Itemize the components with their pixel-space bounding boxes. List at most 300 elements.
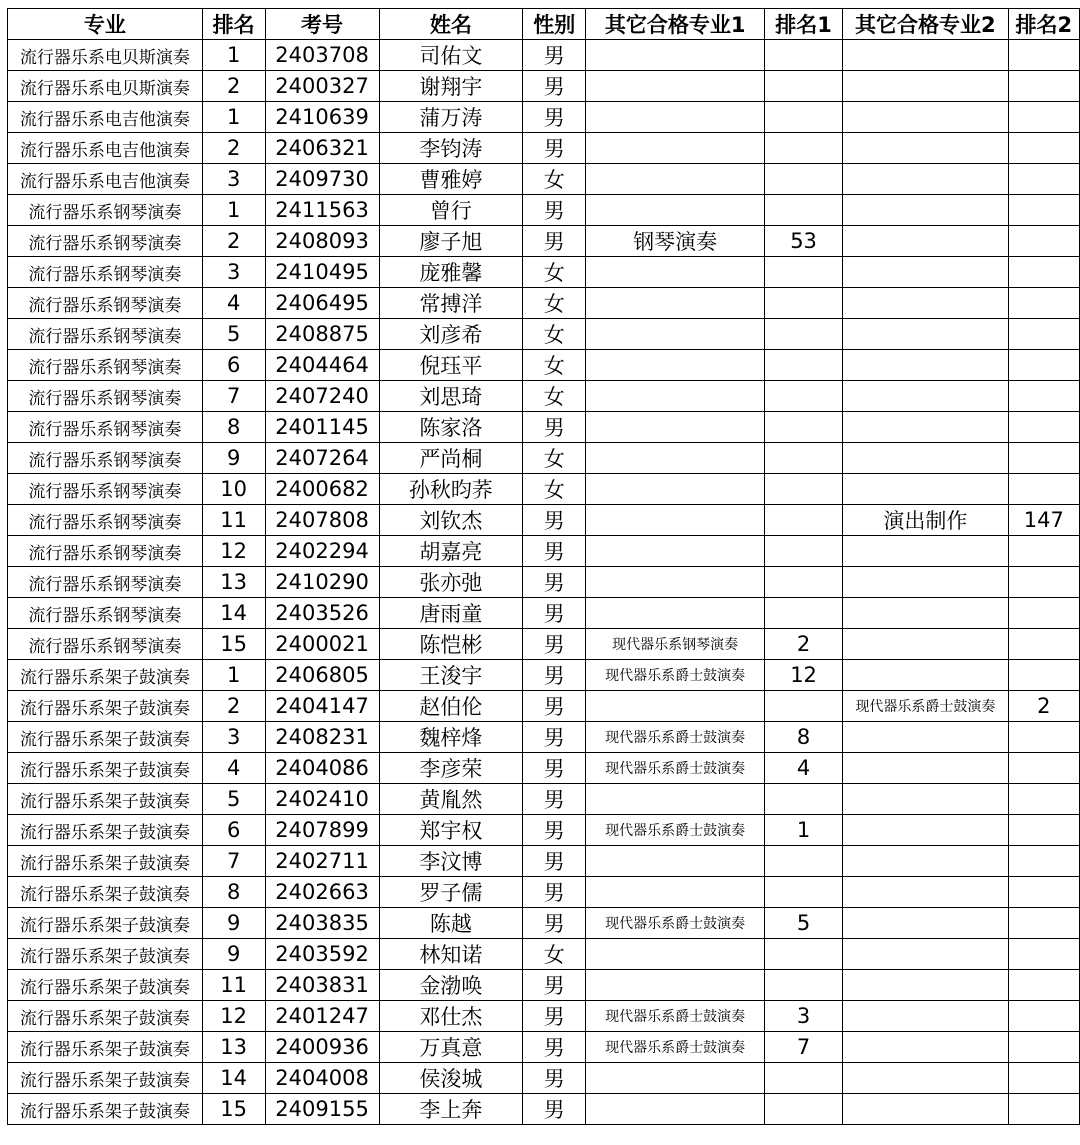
- exam-number-cell: 2402294: [265, 536, 379, 567]
- rank-cell: 2: [202, 226, 265, 257]
- major-cell: 流行器乐系钢琴演奏: [8, 319, 203, 350]
- exam-number-cell: 2407240: [265, 381, 379, 412]
- rank-2-cell: [1008, 970, 1079, 1001]
- name-cell: 刘彦希: [379, 319, 523, 350]
- header-rank-1: 排名1: [765, 9, 843, 40]
- rank-cell: 14: [202, 598, 265, 629]
- name-cell: 林知诺: [379, 939, 523, 970]
- other-major-2-cell: [843, 474, 1009, 505]
- other-major-1-cell: [586, 195, 765, 226]
- major-cell: 流行器乐系架子鼓演奏: [8, 1032, 203, 1063]
- major-cell: 流行器乐系架子鼓演奏: [8, 660, 203, 691]
- rank-2-cell: [1008, 908, 1079, 939]
- rank-2-cell: [1008, 71, 1079, 102]
- gender-cell: 男: [523, 970, 586, 1001]
- other-major-2-cell: [843, 536, 1009, 567]
- rank-cell: 4: [202, 753, 265, 784]
- gender-cell: 女: [523, 443, 586, 474]
- rank-2-cell: [1008, 1094, 1079, 1125]
- major-cell: 流行器乐系钢琴演奏: [8, 412, 203, 443]
- other-major-2-cell: [843, 970, 1009, 1001]
- exam-number-cell: 2404147: [265, 691, 379, 722]
- name-cell: 常搏洋: [379, 288, 523, 319]
- exam-number-cell: 2403592: [265, 939, 379, 970]
- name-cell: 严尚桐: [379, 443, 523, 474]
- rank-1-cell: [765, 40, 843, 71]
- gender-cell: 男: [523, 1032, 586, 1063]
- rank-cell: 13: [202, 567, 265, 598]
- rank-1-cell: [765, 877, 843, 908]
- other-major-2-cell: [843, 753, 1009, 784]
- rank-cell: 1: [202, 195, 265, 226]
- name-cell: 廖子旭: [379, 226, 523, 257]
- name-cell: 陈家洛: [379, 412, 523, 443]
- major-cell: 流行器乐系钢琴演奏: [8, 536, 203, 567]
- name-cell: 唐雨童: [379, 598, 523, 629]
- table-row: [8, 474, 1080, 505]
- exam-number-cell: 2407899: [265, 815, 379, 846]
- table-row: [8, 71, 1080, 102]
- table-row: [8, 102, 1080, 133]
- table-row: [8, 40, 1080, 71]
- exam-number-cell: 2409155: [265, 1094, 379, 1125]
- rank-1-cell: 7: [765, 1032, 843, 1063]
- table-row: [8, 288, 1080, 319]
- rank-1-cell: [765, 1094, 843, 1125]
- rank-cell: 12: [202, 1001, 265, 1032]
- name-cell: 万真意: [379, 1032, 523, 1063]
- other-major-2-cell: [843, 257, 1009, 288]
- rank-2-cell: [1008, 722, 1079, 753]
- header-row: [8, 9, 1080, 40]
- major-cell: 流行器乐系架子鼓演奏: [8, 722, 203, 753]
- other-major-1-cell: 现代器乐系爵士鼓演奏: [586, 1001, 765, 1032]
- table-row: [8, 412, 1080, 443]
- other-major-1-cell: 现代器乐系爵士鼓演奏: [586, 660, 765, 691]
- other-major-1-cell: [586, 1063, 765, 1094]
- rank-cell: 2: [202, 133, 265, 164]
- rank-cell: 9: [202, 443, 265, 474]
- table-row: [8, 567, 1080, 598]
- other-major-1-cell: 现代器乐系爵士鼓演奏: [586, 722, 765, 753]
- exam-number-cell: 2400327: [265, 71, 379, 102]
- other-major-2-cell: [843, 1001, 1009, 1032]
- rank-1-cell: [765, 691, 843, 722]
- name-cell: 赵伯伦: [379, 691, 523, 722]
- rank-cell: 8: [202, 877, 265, 908]
- gender-cell: 男: [523, 102, 586, 133]
- rank-cell: 2: [202, 71, 265, 102]
- rank-1-cell: [765, 1063, 843, 1094]
- gender-cell: 男: [523, 536, 586, 567]
- other-major-1-cell: [586, 40, 765, 71]
- rank-cell: 13: [202, 1032, 265, 1063]
- other-major-2-cell: [843, 846, 1009, 877]
- major-cell: 流行器乐系钢琴演奏: [8, 443, 203, 474]
- rank-1-cell: [765, 164, 843, 195]
- gender-cell: 男: [523, 505, 586, 536]
- major-cell: 流行器乐系钢琴演奏: [8, 350, 203, 381]
- table-row: [8, 846, 1080, 877]
- other-major-2-cell: [843, 102, 1009, 133]
- gender-cell: 男: [523, 877, 586, 908]
- name-cell: 谢翔宇: [379, 71, 523, 102]
- table-row: [8, 1063, 1080, 1094]
- rank-cell: 7: [202, 846, 265, 877]
- other-major-1-cell: 现代器乐系爵士鼓演奏: [586, 753, 765, 784]
- major-cell: 流行器乐系架子鼓演奏: [8, 815, 203, 846]
- rank-1-cell: 3: [765, 1001, 843, 1032]
- table-row: [8, 722, 1080, 753]
- major-cell: 流行器乐系架子鼓演奏: [8, 939, 203, 970]
- rank-cell: 15: [202, 1094, 265, 1125]
- rank-1-cell: [765, 846, 843, 877]
- exam-number-cell: 2408093: [265, 226, 379, 257]
- rank-2-cell: [1008, 598, 1079, 629]
- other-major-2-cell: [843, 226, 1009, 257]
- table-row: [8, 784, 1080, 815]
- name-cell: 刘思琦: [379, 381, 523, 412]
- other-major-1-cell: [586, 350, 765, 381]
- gender-cell: 女: [523, 939, 586, 970]
- other-major-1-cell: [586, 133, 765, 164]
- gender-cell: 男: [523, 691, 586, 722]
- major-cell: 流行器乐系钢琴演奏: [8, 257, 203, 288]
- gender-cell: 男: [523, 753, 586, 784]
- other-major-2-cell: [843, 412, 1009, 443]
- table-row: [8, 1032, 1080, 1063]
- rank-cell: 6: [202, 350, 265, 381]
- rank-1-cell: 4: [765, 753, 843, 784]
- rank-2-cell: [1008, 660, 1079, 691]
- table-row: [8, 257, 1080, 288]
- name-cell: 庞雅馨: [379, 257, 523, 288]
- exam-number-cell: 2402711: [265, 846, 379, 877]
- name-cell: 魏梓烽: [379, 722, 523, 753]
- name-cell: 蒲万涛: [379, 102, 523, 133]
- exam-number-cell: 2410290: [265, 567, 379, 598]
- rank-2-cell: [1008, 536, 1079, 567]
- gender-cell: 男: [523, 412, 586, 443]
- name-cell: 邓仕杰: [379, 1001, 523, 1032]
- rank-2-cell: [1008, 443, 1079, 474]
- rank-1-cell: [765, 939, 843, 970]
- name-cell: 陈恺彬: [379, 629, 523, 660]
- other-major-2-cell: [843, 71, 1009, 102]
- header-major: 专业: [8, 9, 203, 40]
- table-row: [8, 505, 1080, 536]
- gender-cell: 男: [523, 567, 586, 598]
- rank-2-cell: [1008, 133, 1079, 164]
- exam-number-cell: 2400682: [265, 474, 379, 505]
- gender-cell: 男: [523, 598, 586, 629]
- rank-2-cell: [1008, 567, 1079, 598]
- rank-1-cell: 53: [765, 226, 843, 257]
- rank-1-cell: [765, 71, 843, 102]
- major-cell: 流行器乐系电贝斯演奏: [8, 40, 203, 71]
- other-major-2-cell: [843, 722, 1009, 753]
- exam-number-cell: 2406321: [265, 133, 379, 164]
- rank-cell: 10: [202, 474, 265, 505]
- gender-cell: 男: [523, 722, 586, 753]
- rank-1-cell: 5: [765, 908, 843, 939]
- other-major-1-cell: 现代器乐系爵士鼓演奏: [586, 1032, 765, 1063]
- rank-1-cell: [765, 381, 843, 412]
- major-cell: 流行器乐系架子鼓演奏: [8, 784, 203, 815]
- rank-1-cell: [765, 505, 843, 536]
- rank-2-cell: [1008, 1032, 1079, 1063]
- gender-cell: 女: [523, 164, 586, 195]
- other-major-2-cell: [843, 319, 1009, 350]
- rank-1-cell: [765, 102, 843, 133]
- table-row: [8, 660, 1080, 691]
- rank-1-cell: [765, 970, 843, 1001]
- other-major-1-cell: [586, 877, 765, 908]
- rank-cell: 5: [202, 784, 265, 815]
- header-other-major-1: 其它合格专业1: [586, 9, 765, 40]
- other-major-1-cell: [586, 319, 765, 350]
- other-major-1-cell: [586, 598, 765, 629]
- other-major-1-cell: 钢琴演奏: [586, 226, 765, 257]
- rank-2-cell: [1008, 381, 1079, 412]
- other-major-2-cell: [843, 629, 1009, 660]
- rank-cell: 1: [202, 102, 265, 133]
- name-cell: 李钧涛: [379, 133, 523, 164]
- rank-1-cell: [765, 784, 843, 815]
- exam-number-cell: 2409730: [265, 164, 379, 195]
- major-cell: 流行器乐系电贝斯演奏: [8, 71, 203, 102]
- other-major-2-cell: 演出制作: [843, 505, 1009, 536]
- rank-2-cell: [1008, 939, 1079, 970]
- other-major-1-cell: [586, 474, 765, 505]
- gender-cell: 男: [523, 226, 586, 257]
- rank-2-cell: [1008, 474, 1079, 505]
- table-row: [8, 970, 1080, 1001]
- gender-cell: 女: [523, 350, 586, 381]
- rank-2-cell: [1008, 257, 1079, 288]
- rank-cell: 9: [202, 939, 265, 970]
- rank-cell: 14: [202, 1063, 265, 1094]
- rank-cell: 6: [202, 815, 265, 846]
- rank-1-cell: [765, 288, 843, 319]
- other-major-2-cell: [843, 877, 1009, 908]
- name-cell: 陈越: [379, 908, 523, 939]
- rank-cell: 7: [202, 381, 265, 412]
- other-major-2-cell: [843, 164, 1009, 195]
- table-body: [8, 40, 1080, 1125]
- gender-cell: 男: [523, 71, 586, 102]
- rank-1-cell: 1: [765, 815, 843, 846]
- major-cell: 流行器乐系钢琴演奏: [8, 598, 203, 629]
- gender-cell: 男: [523, 1001, 586, 1032]
- rank-2-cell: [1008, 164, 1079, 195]
- other-major-2-cell: [843, 939, 1009, 970]
- other-major-1-cell: 现代器乐系爵士鼓演奏: [586, 815, 765, 846]
- exam-number-cell: 2400021: [265, 629, 379, 660]
- rank-cell: 11: [202, 505, 265, 536]
- rank-2-cell: [1008, 226, 1079, 257]
- exam-number-cell: 2406495: [265, 288, 379, 319]
- exam-number-cell: 2408875: [265, 319, 379, 350]
- major-cell: 流行器乐系架子鼓演奏: [8, 691, 203, 722]
- major-cell: 流行器乐系架子鼓演奏: [8, 1001, 203, 1032]
- gender-cell: 女: [523, 257, 586, 288]
- other-major-2-cell: [843, 784, 1009, 815]
- table-row: [8, 753, 1080, 784]
- name-cell: 郑宇权: [379, 815, 523, 846]
- rank-1-cell: [765, 474, 843, 505]
- table-row: [8, 908, 1080, 939]
- rank-1-cell: [765, 412, 843, 443]
- rank-1-cell: [765, 443, 843, 474]
- name-cell: 司佑文: [379, 40, 523, 71]
- other-major-1-cell: [586, 381, 765, 412]
- major-cell: 流行器乐系架子鼓演奏: [8, 970, 203, 1001]
- gender-cell: 男: [523, 195, 586, 226]
- rank-cell: 3: [202, 722, 265, 753]
- other-major-2-cell: [843, 1094, 1009, 1125]
- exam-number-cell: 2411563: [265, 195, 379, 226]
- major-cell: 流行器乐系电吉他演奏: [8, 133, 203, 164]
- exam-number-cell: 2406805: [265, 660, 379, 691]
- other-major-1-cell: 现代器乐系钢琴演奏: [586, 629, 765, 660]
- rank-2-cell: [1008, 877, 1079, 908]
- exam-number-cell: 2407808: [265, 505, 379, 536]
- exam-number-cell: 2404464: [265, 350, 379, 381]
- header-rank: 排名: [202, 9, 265, 40]
- other-major-1-cell: [586, 443, 765, 474]
- table-row: [8, 319, 1080, 350]
- exam-number-cell: 2403526: [265, 598, 379, 629]
- other-major-1-cell: [586, 505, 765, 536]
- rank-cell: 4: [202, 288, 265, 319]
- rank-1-cell: 2: [765, 629, 843, 660]
- other-major-1-cell: [586, 102, 765, 133]
- other-major-2-cell: [843, 443, 1009, 474]
- rank-2-cell: 2: [1008, 691, 1079, 722]
- gender-cell: 男: [523, 784, 586, 815]
- exam-number-cell: 2404086: [265, 753, 379, 784]
- rank-cell: 1: [202, 40, 265, 71]
- exam-number-cell: 2403831: [265, 970, 379, 1001]
- rank-cell: 15: [202, 629, 265, 660]
- rank-cell: 1: [202, 660, 265, 691]
- other-major-2-cell: [843, 567, 1009, 598]
- rank-cell: 2: [202, 691, 265, 722]
- rank-1-cell: [765, 350, 843, 381]
- gender-cell: 男: [523, 846, 586, 877]
- other-major-2-cell: [843, 40, 1009, 71]
- name-cell: 孙秋昀荞: [379, 474, 523, 505]
- rank-cell: 11: [202, 970, 265, 1001]
- other-major-1-cell: 现代器乐系爵士鼓演奏: [586, 908, 765, 939]
- table-row: [8, 598, 1080, 629]
- table-row: [8, 877, 1080, 908]
- major-cell: 流行器乐系电吉他演奏: [8, 102, 203, 133]
- rank-2-cell: [1008, 815, 1079, 846]
- name-cell: 张亦弛: [379, 567, 523, 598]
- other-major-1-cell: [586, 1094, 765, 1125]
- rank-2-cell: [1008, 350, 1079, 381]
- other-major-2-cell: [843, 195, 1009, 226]
- other-major-1-cell: [586, 288, 765, 319]
- exam-number-cell: 2401247: [265, 1001, 379, 1032]
- rank-1-cell: [765, 257, 843, 288]
- gender-cell: 女: [523, 288, 586, 319]
- rank-2-cell: [1008, 40, 1079, 71]
- name-cell: 李上奔: [379, 1094, 523, 1125]
- table-row: [8, 629, 1080, 660]
- rank-1-cell: [765, 598, 843, 629]
- other-major-1-cell: [586, 164, 765, 195]
- other-major-1-cell: [586, 567, 765, 598]
- header-gender: 性别: [523, 9, 586, 40]
- name-cell: 倪珏平: [379, 350, 523, 381]
- exam-number-cell: 2402410: [265, 784, 379, 815]
- rank-cell: 3: [202, 164, 265, 195]
- name-cell: 黄胤然: [379, 784, 523, 815]
- rank-1-cell: [765, 536, 843, 567]
- table-row: [8, 133, 1080, 164]
- gender-cell: 女: [523, 474, 586, 505]
- table-row: [8, 381, 1080, 412]
- gender-cell: 女: [523, 381, 586, 412]
- name-cell: 李汶博: [379, 846, 523, 877]
- table-row: [8, 536, 1080, 567]
- other-major-2-cell: [843, 133, 1009, 164]
- table-row: [8, 226, 1080, 257]
- exam-number-cell: 2404008: [265, 1063, 379, 1094]
- rank-2-cell: 147: [1008, 505, 1079, 536]
- other-major-2-cell: [843, 381, 1009, 412]
- rank-2-cell: [1008, 102, 1079, 133]
- name-cell: 侯浚城: [379, 1063, 523, 1094]
- exam-number-cell: 2403708: [265, 40, 379, 71]
- rank-2-cell: [1008, 195, 1079, 226]
- table-row: [8, 815, 1080, 846]
- name-cell: 曹雅婷: [379, 164, 523, 195]
- other-major-1-cell: [586, 970, 765, 1001]
- major-cell: 流行器乐系钢琴演奏: [8, 474, 203, 505]
- other-major-2-cell: [843, 815, 1009, 846]
- major-cell: 流行器乐系架子鼓演奏: [8, 846, 203, 877]
- admission-table: [7, 8, 1080, 1125]
- rank-cell: 9: [202, 908, 265, 939]
- table-row: [8, 443, 1080, 474]
- other-major-1-cell: [586, 691, 765, 722]
- major-cell: 流行器乐系钢琴演奏: [8, 226, 203, 257]
- rank-2-cell: [1008, 288, 1079, 319]
- rank-1-cell: [765, 319, 843, 350]
- major-cell: 流行器乐系钢琴演奏: [8, 567, 203, 598]
- rank-cell: 12: [202, 536, 265, 567]
- header-name: 姓名: [379, 9, 523, 40]
- table-row: [8, 939, 1080, 970]
- major-cell: 流行器乐系架子鼓演奏: [8, 1094, 203, 1125]
- gender-cell: 男: [523, 40, 586, 71]
- gender-cell: 男: [523, 908, 586, 939]
- table-row: [8, 350, 1080, 381]
- other-major-1-cell: [586, 846, 765, 877]
- rank-2-cell: [1008, 412, 1079, 443]
- name-cell: 王浚宇: [379, 660, 523, 691]
- table-row: [8, 195, 1080, 226]
- gender-cell: 男: [523, 629, 586, 660]
- exam-number-cell: 2400936: [265, 1032, 379, 1063]
- major-cell: 流行器乐系钢琴演奏: [8, 288, 203, 319]
- rank-1-cell: [765, 133, 843, 164]
- rank-cell: 5: [202, 319, 265, 350]
